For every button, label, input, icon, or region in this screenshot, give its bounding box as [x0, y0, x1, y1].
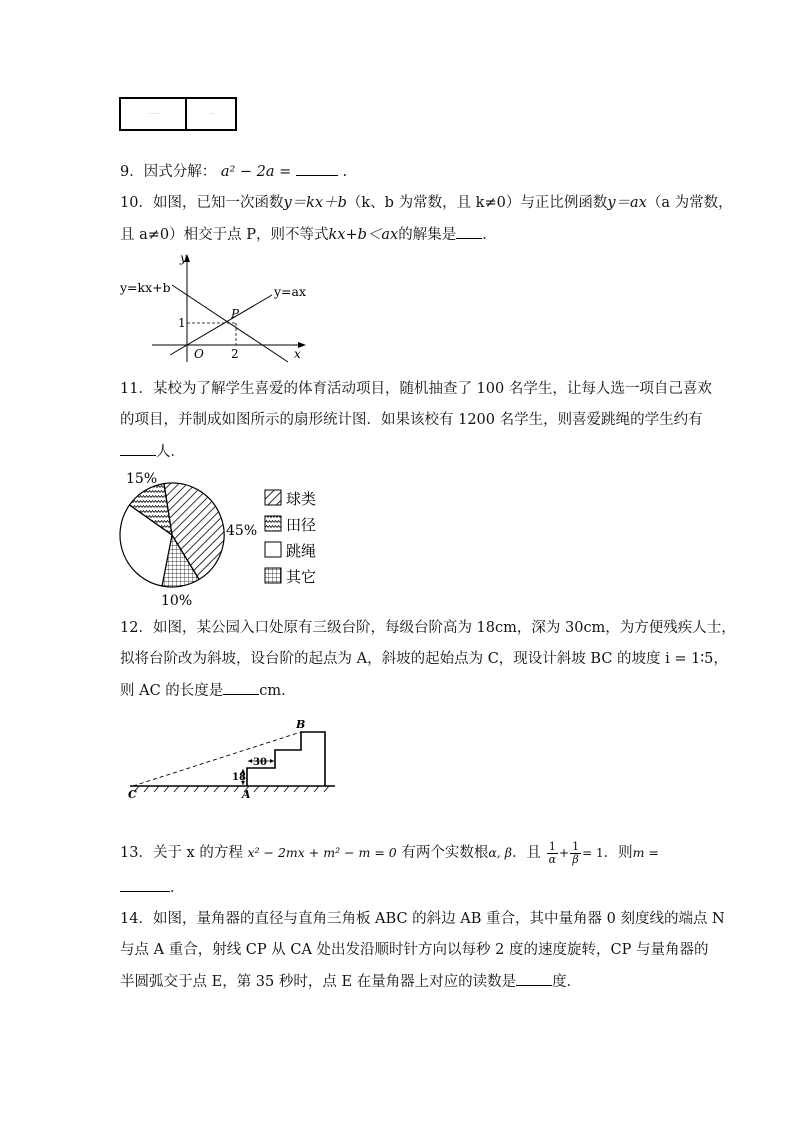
q10-label-line2: y=ax — [274, 284, 307, 299]
q10-label-2: 2 — [231, 347, 239, 361]
q13-text-c: ．且 — [511, 845, 541, 861]
q11-end: 人． — [156, 444, 185, 460]
q13-text-b: 有两个实数根 — [401, 845, 489, 861]
q13-frac-alpha — [547, 841, 558, 866]
legend-swatch-rope — [265, 542, 281, 557]
pie-label-15: 15% — [126, 471, 158, 487]
q12-label-30: 30 — [253, 757, 267, 768]
question-13-line-2 — [120, 877, 185, 898]
question-14-line-3 — [120, 971, 581, 992]
pie-label-45: 45% — [226, 523, 258, 539]
legend-swatch-track — [265, 516, 281, 531]
question-12-line-1: 12．如图，某公园入口处原有三级台阶，每级台阶高为 18cm，深为 30cm，为方便残疾人士， — [120, 620, 736, 636]
pie-label-10: 10% — [161, 593, 193, 609]
q13-roots: α, β — [488, 845, 512, 860]
q12-label-b: B — [296, 718, 306, 731]
question-14-line-2: 与点 A 重合，射线 CP 从 CA 处出发沿顺时针方向以每秒 2 度的速度旋转，CP 与量角器的 — [120, 942, 709, 958]
answer-box-left-cell: …… — [149, 109, 161, 116]
q10-label-1: 1 — [178, 316, 186, 330]
q14-text-b: 度． — [552, 974, 582, 990]
q13-m: m = — [632, 845, 659, 860]
q9-end: . — [342, 164, 348, 180]
q13-text-d: ．则 — [603, 845, 633, 861]
q12-ground-hatch — [134, 786, 329, 792]
q10-label-p: P — [231, 307, 240, 321]
question-10-line-1 — [120, 193, 733, 213]
legend-label-other: 其它 — [286, 568, 317, 586]
q12-text-a: 则 AC 的长度是 — [120, 683, 224, 699]
question-12-line-2: 拟将台阶改为斜坡，设台阶的起点为 A，斜坡的起始点为 C，现设计斜坡 BC 的坡度 i = 1∶5， — [120, 651, 728, 667]
q13-eq1: = 1 — [582, 846, 604, 860]
q11-answer-blank[interactable] — [120, 441, 156, 456]
pie-legend — [265, 490, 316, 586]
q13-text-a: 13．关于 x 的方程 — [120, 845, 243, 861]
q13-equation: x² − 2mx + m² − m = 0 — [247, 845, 397, 860]
q13-end: ． — [170, 880, 185, 896]
q13-frac-alpha-den: α — [548, 852, 557, 866]
q12-label-18: 18 — [232, 772, 246, 783]
q13-frac-beta — [570, 841, 581, 866]
legend-label-ball: 球类 — [286, 490, 317, 508]
q12-answer-blank[interactable] — [223, 680, 259, 695]
q13-frac-beta-num: 1 — [572, 839, 580, 853]
question-13 — [120, 840, 659, 866]
question-14-line-1: 14．如图，量角器的直径与直角三角板 ABC 的斜边 AB 重合，其中量角器 0 刻度线的端点 N — [120, 911, 725, 927]
q14-answer-blank[interactable] — [516, 971, 552, 986]
question-9 — [120, 161, 347, 182]
answer-box-right-cell: … — [209, 109, 215, 116]
q10-linear-func: y＝kx＋b — [283, 195, 347, 211]
q12-dim-30-arrow-l — [248, 759, 252, 763]
legend-label-rope: 跳绳 — [286, 542, 317, 560]
q10-text-c: （k、b 为常数，且 k≠0）与正比例函数 — [346, 195, 608, 211]
q11-pie-figure — [112, 465, 352, 610]
q10-graph — [112, 250, 317, 365]
q10-text-a: 10．如图，已知一次函数 — [120, 195, 284, 211]
q13-answer-blank[interactable] — [120, 877, 170, 892]
q12-text-b: cm． — [259, 683, 296, 699]
q10-answer-blank[interactable] — [456, 224, 482, 239]
q9-answer-blank[interactable] — [296, 161, 338, 176]
q9-text: 9．因式分解： — [120, 164, 217, 180]
legend-swatch-ball — [265, 490, 281, 505]
q12-stairs-figure — [125, 715, 340, 801]
q12-dim-30-arrow-r — [270, 759, 274, 763]
answer-box — [119, 97, 237, 131]
q10-label-origin: O — [194, 347, 204, 361]
question-11-line-2: 的项目，并制成如图所示的扇形统计图．如果该校有 1200 名学生，则喜爱跳绳的学生约有 — [120, 412, 703, 428]
q10-prop-func: y＝ax — [607, 195, 647, 211]
q13-frac-beta-den: β — [572, 852, 579, 866]
q13-plus: + — [559, 846, 570, 860]
legend-label-track: 田径 — [286, 516, 317, 534]
q10-inequality: kx+b＜ax — [328, 227, 399, 243]
q10-text-e: （a 为常数， — [646, 195, 733, 211]
q9-expr: a² − 2a = — [220, 164, 292, 180]
q12-label-a: A — [242, 788, 251, 801]
q10-line-kx-b — [172, 285, 288, 362]
question-11-line-3 — [120, 441, 185, 462]
question-10-line-2 — [120, 224, 497, 245]
question-12-line-3 — [120, 680, 296, 701]
q10-text-2a: 且 a≠0）相交于点 P，则不等式 — [120, 227, 329, 243]
q10-end: ． — [482, 227, 497, 243]
q10-label-x: x — [294, 347, 301, 361]
legend-swatch-other — [265, 568, 281, 583]
q10-label-line1: y=kx+b — [120, 280, 171, 295]
q11-pie — [120, 483, 224, 587]
q10-label-y: y — [180, 251, 187, 265]
q10-text-2c: 的解集是 — [398, 227, 457, 243]
question-11-line-1: 11．某校为了解学生喜爱的体育活动项目，随机抽查了 100 名学生，让每人选一项自己喜欢 — [120, 381, 712, 397]
q13-frac-alpha-num: 1 — [547, 841, 558, 854]
q12-label-c: C — [128, 788, 137, 801]
q14-text-a: 半圆弧交于点 E，第 35 秒时，点 E 在量角器上对应的读数是 — [120, 974, 517, 990]
answer-box-divider — [185, 99, 187, 129]
